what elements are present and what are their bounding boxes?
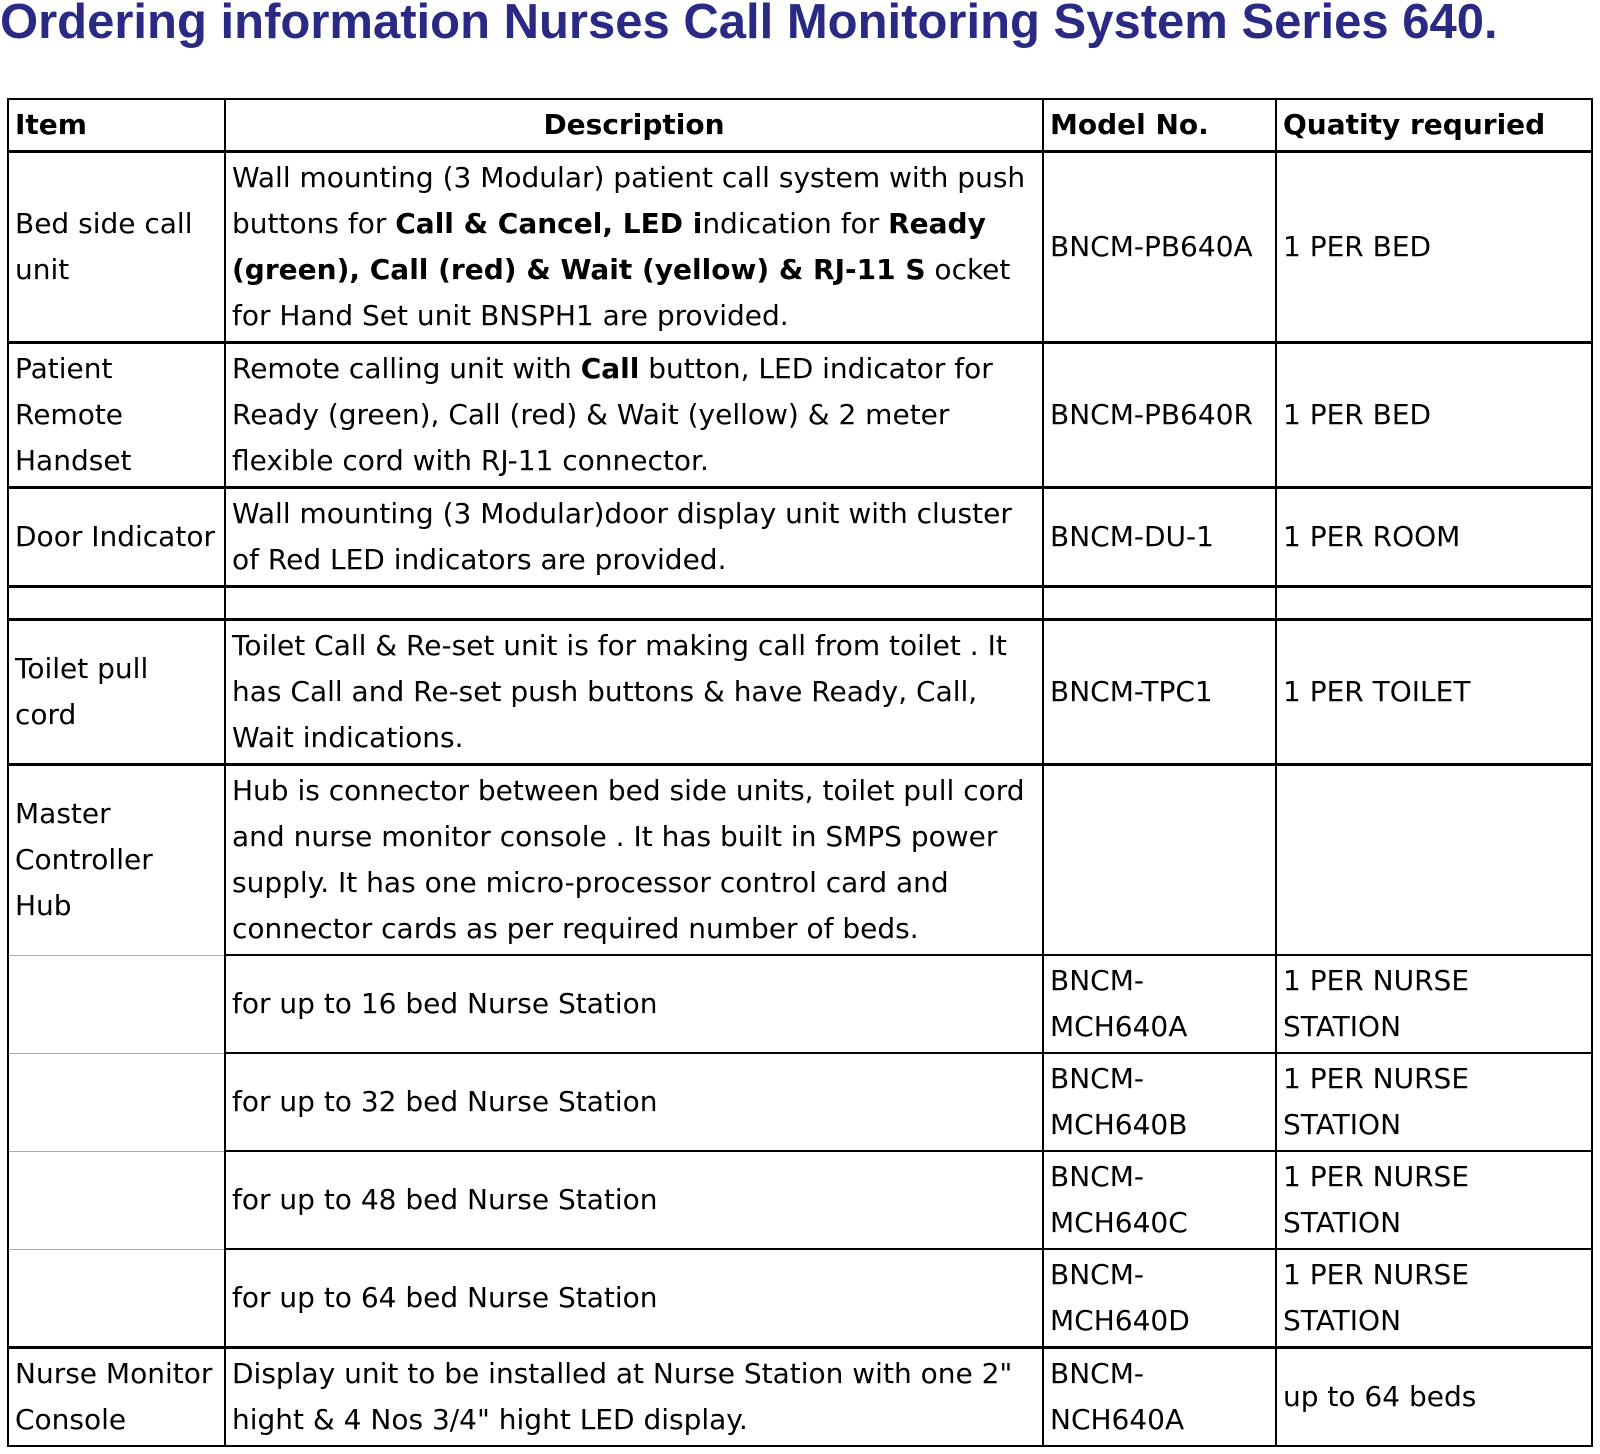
desc-text: ocket for Hand Set unit BNSPH1 are provided. [232,253,1011,332]
description-cell: Toilet Call & Re-set unit is for making call from toilet . It has Call and Re-set push buttons & have Ready, Call, Wait indications. [225,620,1043,765]
description-cell: Hub is connector between bed side units, toilet pull cord and nurse monitor console . It has built in SMPS power supply. It has one micro-processor control card and connector cards as per required number of beds. [225,765,1043,956]
empty-cell [225,587,1043,620]
table-row-hub-32-bed [8,1053,1592,1151]
model-cell: BNCM-MCH640A [1043,955,1276,1053]
quantity-cell: 1 PER NURSE STATION [1276,1151,1592,1249]
desc-text: Remote calling unit with [232,352,581,385]
table-row-empty [8,587,1592,620]
model-cell: BNCM-PB640R [1043,343,1276,488]
description-cell [225,343,1043,488]
table-row-hub-48-bed [8,1151,1592,1249]
item-cell: Door Indicator [8,488,225,587]
empty-cell [8,587,225,620]
description-cell: for up to 16 bed Nurse Station [225,955,1043,1053]
item-cell: Master Controller Hub [8,765,225,956]
table-row-door-indicator [8,488,1592,587]
table-row-bedside-call-unit [8,152,1592,343]
page-title: Ordering information Nurses Call Monitoring System Series 640. [0,0,1498,49]
table-row-nurse-monitor-console [8,1348,1592,1447]
header-model: Model No. [1043,99,1276,152]
model-cell: BNCM-DU-1 [1043,488,1276,587]
model-cell: BNCM-MCH640B [1043,1053,1276,1151]
quantity-cell: 1 PER ROOM [1276,488,1592,587]
ordering-table [7,98,1593,1447]
item-cell [8,1249,225,1348]
desc-bold-text: Call [580,352,640,385]
table-row-master-controller-hub [8,765,1592,956]
desc-text: ndication for [702,207,889,240]
empty-cell [1043,587,1276,620]
description-cell: for up to 48 bed Nurse Station [225,1151,1043,1249]
model-cell: BNCM-MCH640D [1043,1249,1276,1348]
desc-bold-text: Call & Cancel, LED i [395,207,703,240]
item-cell: Nurse Monitor Console [8,1348,225,1447]
item-cell [8,1053,225,1151]
empty-cell [1276,587,1592,620]
item-cell [8,955,225,1053]
description-cell: Display unit to be installed at Nurse Station with one 2" hight & 4 Nos 3/4" hight LED display. [225,1348,1043,1447]
item-cell: Bed side call unit [8,152,225,343]
item-cell: Toilet pull cord [8,620,225,765]
quantity-cell [1276,765,1592,956]
desc-text: button, LED indicator for Ready (green), Call (red) & Wait (yellow) & 2 meter flexible cord with RJ-11 connector. [232,352,993,477]
quantity-cell: 1 PER TOILET [1276,620,1592,765]
quantity-cell: 1 PER BED [1276,343,1592,488]
model-cell: BNCM-NCH640A [1043,1348,1276,1447]
table-header-row [8,99,1592,152]
item-cell: Patient Remote Handset [8,343,225,488]
header-item: Item [8,99,225,152]
description-cell: for up to 64 bed Nurse Station [225,1249,1043,1348]
model-cell: BNCM-MCH640C [1043,1151,1276,1249]
item-cell [8,1151,225,1249]
model-cell: BNCM-PB640A [1043,152,1276,343]
table-row-hub-64-bed [8,1249,1592,1348]
header-quantity: Quatity requried [1276,99,1592,152]
table-row-patient-remote-handset [8,343,1592,488]
quantity-cell: 1 PER BED [1276,152,1592,343]
quantity-cell: 1 PER NURSE STATION [1276,1249,1592,1348]
quantity-cell: up to 64 beds [1276,1348,1592,1447]
desc-text: Wall mounting (3 Modular) patient call system with push buttons for [232,161,1026,240]
model-cell: BNCM-TPC1 [1043,620,1276,765]
quantity-cell: 1 PER NURSE STATION [1276,955,1592,1053]
table-row-hub-16-bed [8,955,1592,1053]
desc-bold-text: Ready (green), Call (red) & Wait (yellow) & RJ-11 S [232,207,986,286]
model-cell [1043,765,1276,956]
description-cell: for up to 32 bed Nurse Station [225,1053,1043,1151]
description-cell: Wall mounting (3 Modular)door display unit with cluster of Red LED indicators are provided. [225,488,1043,587]
description-cell [225,152,1043,343]
header-description: Description [225,99,1043,152]
quantity-cell: 1 PER NURSE STATION [1276,1053,1592,1151]
table-row-toilet-pull-cord [8,620,1592,765]
